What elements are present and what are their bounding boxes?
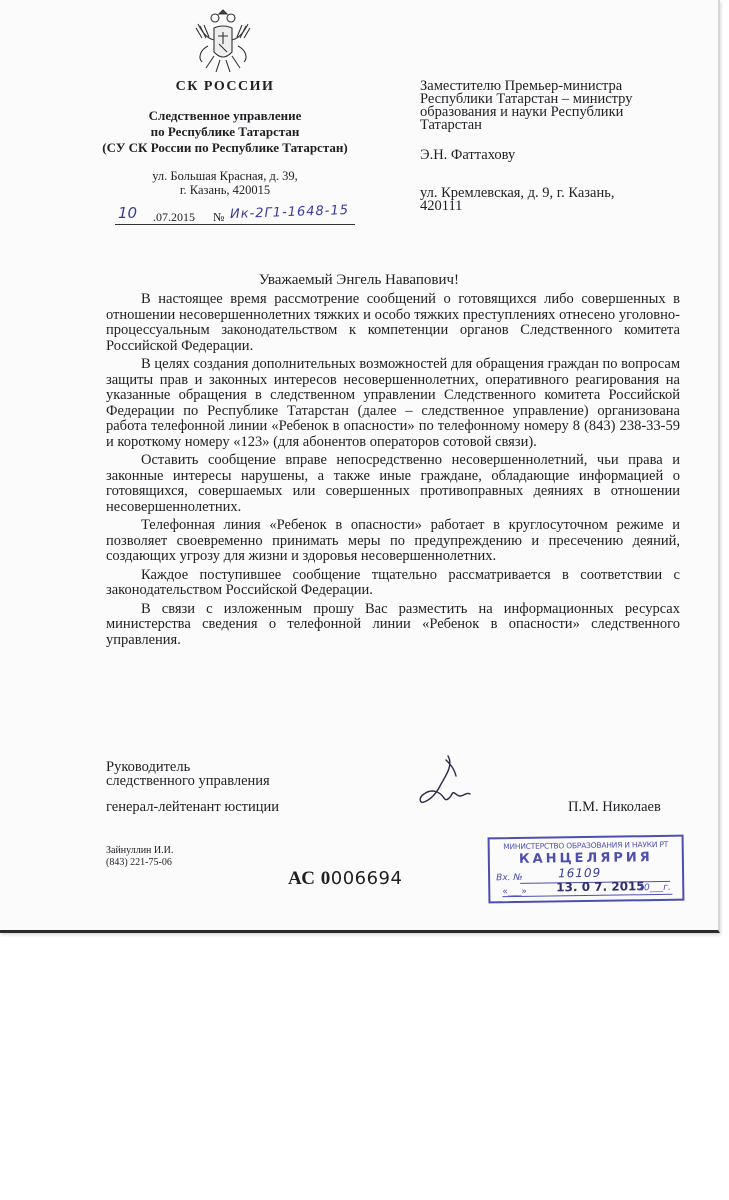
recipient-line: Заместителю Премьер-министра bbox=[420, 78, 623, 94]
recipient-address-line: ул. Кремлевская, д. 9, г. Казань, bbox=[420, 185, 615, 201]
recipient-address-line: 420111 bbox=[420, 198, 463, 214]
body-paragraph: Каждое поступившее сообщение тщательно рассматривается в соответствии с законодательством Российской Федерации. bbox=[106, 566, 680, 598]
stamp-in-number: 16109 bbox=[557, 865, 602, 881]
stamp-title: КАНЦЕЛЯРИЯ bbox=[518, 850, 653, 867]
registration-number-label: № bbox=[213, 210, 225, 224]
form-serial-number bbox=[288, 868, 402, 890]
org-name-block bbox=[84, 108, 366, 156]
salutation: Уважаемый Энгель Навапович! bbox=[258, 272, 460, 288]
executor-phone: (843) 221-75-06 bbox=[106, 857, 172, 868]
org-address bbox=[110, 169, 340, 197]
registration-day: 10 bbox=[118, 204, 138, 222]
signer-name: П.М. Николаев bbox=[568, 799, 661, 815]
signer-title-line: следственного управления bbox=[106, 773, 270, 789]
body-paragraph: В связи с изложенным прошу Вас разместить на информационных ресурсах министерства сведения о телефонной линии «Ребенок в опасности» следственного управления. bbox=[106, 600, 680, 648]
coat-of-arms-emblem bbox=[190, 6, 256, 78]
signer-title-line: Руководитель bbox=[106, 759, 191, 775]
body-paragraph: В настоящее время рассмотрение сообщений о готовящихся либо совершенных в отношении несовершеннолетних тяжких и особо тяжких преступлениях отнесено уголовно-процессуальным законодательством к компетенции органов Следственного комитета Российской Федерации. bbox=[106, 291, 680, 354]
executor-info bbox=[106, 845, 173, 869]
registration-underline bbox=[115, 224, 355, 225]
recipient-line: образования и науки Республики bbox=[420, 104, 624, 120]
stamp-quote-mark: «___» bbox=[502, 886, 527, 898]
registration-line bbox=[115, 202, 365, 229]
body-paragraph: Оставить сообщение вправе непосредственно несовершеннолетний, чьи права и законные интересы нарушены, а также иные граждане, обладающие информацией о готовящихся, совершаемых или совершенных противоправных деяниях в отношении несовершеннолетних. bbox=[106, 452, 680, 515]
org-name-line: по Республике Татарстан bbox=[150, 124, 300, 139]
serial-number: 006694 bbox=[330, 868, 403, 889]
registry-stamp bbox=[488, 835, 685, 904]
body-paragraph: В целях создания дополнительных возможностей для обращения граждан по вопросам защиты прав и законных интересов несовершеннолетних, оперативного реагирования на указанные обращения в следственном управлении Следственного комитета Российской Федерации по Республике Татарстан (далее – следственное управление) организована работа телефонной линии «Ребенок в опасности» по телефонному номеру 8 (843) 238-33-59 и короткому номеру «123» (для абонентов операторов сотовой связи). bbox=[106, 356, 680, 450]
registration-number: Ик-2Г1-1648-15 bbox=[229, 202, 350, 223]
org-name-line: (СУ СК России по Республике Татарстан) bbox=[102, 140, 348, 155]
recipient-line: Республики Татарстан – министру bbox=[420, 91, 633, 107]
stamp-date: 13. 0 7. 2015 bbox=[556, 879, 645, 895]
signer-rank: генерал-лейтенант юстиции bbox=[106, 799, 280, 815]
recipient-name: Э.Н. Фаттахову bbox=[420, 147, 516, 163]
body-paragraph: Телефонная линия «Ребенок в опасности» работает в круглосуточном режиме и позволяет своевременно принимать меры по предупреждению и пресечению деяний, создающих угрозу для жизни и здоровья несовершеннолетних. bbox=[106, 517, 680, 564]
stamp-org: МИНИСТЕРСТВО ОБРАЗОВАНИЯ И НАУКИ РТ bbox=[503, 839, 669, 852]
org-address-line: г. Казань, 420015 bbox=[179, 183, 271, 197]
org-title: СК РОССИИ bbox=[175, 79, 275, 94]
stamp-in-label: Вх. № bbox=[496, 872, 523, 884]
letter-body bbox=[106, 292, 680, 651]
serial-prefix: АС 0 bbox=[288, 868, 331, 889]
org-name-line: Следственное управление bbox=[148, 108, 302, 123]
recipient-address bbox=[420, 187, 614, 213]
stamp-year: 20___г. bbox=[638, 882, 671, 894]
signer-title bbox=[106, 760, 270, 788]
org-address-line: ул. Большая Красная, д. 39, bbox=[152, 169, 298, 183]
recipient-line: Татарстан bbox=[420, 117, 482, 133]
handwritten-signature-image bbox=[410, 752, 490, 812]
registration-date: .07.2015 bbox=[153, 210, 195, 224]
executor-name: Зайнуллин И.И. bbox=[106, 845, 174, 856]
stamp-line bbox=[502, 894, 672, 897]
recipient-block bbox=[420, 80, 680, 132]
